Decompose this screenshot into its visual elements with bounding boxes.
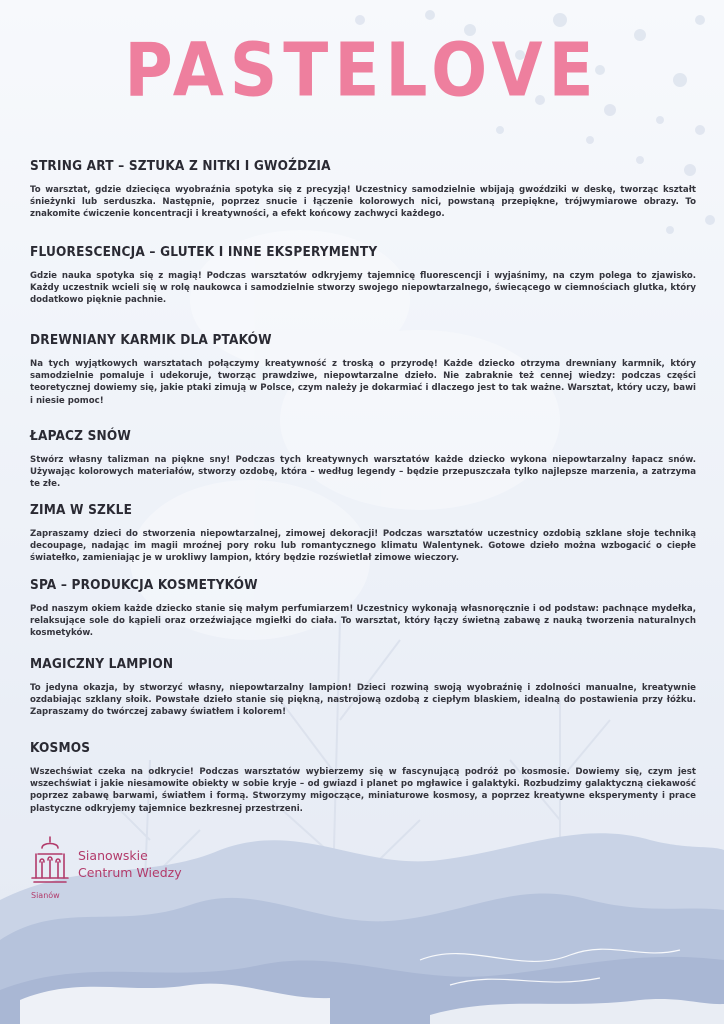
page-title: PASTELOVE (124, 27, 600, 114)
section-string-art (30, 158, 696, 221)
section-heading: KOSMOS (30, 740, 91, 756)
section-spa (30, 577, 696, 640)
section-text: To warsztat, gdzie dziecięca wyobraźnia spotyka się z precyzją! Uczestnicy samodzielnie wbijają gwoździki w deskę, tworząc kształt śnieżynki lub serduszka. Następnie, poprzez snucie i łączenie kolorowych nici, powstaną przepiękne, trójwymiarowe obrazy. To znakomite ćwiczenie koncentracji i kreatywności, a efekt końcowy zachwyci każdego. (30, 185, 696, 220)
section-karmik (30, 332, 696, 407)
section-zima-w-szkle (30, 502, 696, 565)
section-fluorescencja (30, 244, 696, 307)
section-lampion (30, 656, 696, 719)
section-heading: SPA – PRODUKCJA KOSMETYKÓW (30, 577, 258, 593)
section-heading: ZIMA W SZKLE (30, 502, 133, 518)
logo-line2: Centrum Wiedzy (78, 864, 182, 880)
section-text: Wszechświat czeka na odkrycie! Podczas warsztatów wybierzemy się w fascynującą podróż po kosmosie. Dowiemy się, czym jest wszechświat i jakie niesamowite obiekty w sobie kryje – od gwiazd i planet po mgławice i galaktyki. Rozbudzimy galaktyczną ciekawość poprzez zabawę barwami, światłem i formą. Stworzymy migoczące, miniaturowe kosmosy, a poprzez kreatywne eksperymenty i prace plastyczne odkryjemy tajemnice bezkresnej przestrzeni. (30, 767, 696, 814)
logo-sub: Sianów (31, 891, 60, 900)
section-heading: ŁAPACZ SNÓW (30, 428, 132, 444)
section-kosmos (30, 740, 696, 815)
section-heading: DREWNIANY KARMIK DLA PTAKÓW (30, 332, 272, 348)
section-lapacz-snow (30, 428, 696, 491)
section-text: Na tych wyjątkowych warsztatach połączymy kreatywność z troską o przyrodę! Każde dziecko otrzyma drewniany karmnik, który samodzielnie pomaluje i udekoruje, tworząc prawdziwe, niepowtarzalne dzieło. Nie zabraknie też cennej wiedzy: podczas części teoretycznej dowiemy się, jakie ptaki zimują w Polsce, czym należy je dokarmiać i dlaczego jest to tak ważne. Warsztat, który uczy, bawi i niesie pomoc! (30, 359, 696, 406)
section-text: Pod naszym okiem każde dziecko stanie się małym perfumiarzem! Uczestnicy wykonają własnoręcznie i od podstaw: pachnące mydełka, relaksujące sole do kąpieli oraz orzeźwiające mgiełki do ciała. To warsztat, który łączy świetną zabawę z nauką tworzenia naturalnych kosmetyków. (30, 604, 696, 639)
logo-name (78, 848, 182, 882)
logo-line1: Sianowskie (78, 848, 148, 863)
castle-emblem-icon (28, 834, 72, 890)
section-heading: FLUORESCENCJA – GLUTEK I INNE EKSPERYMENTY (30, 244, 378, 260)
section-heading: MAGICZNY LAMPION (30, 656, 174, 672)
section-text: Gdzie nauka spotyka się z magią! Podczas warsztatów odkryjemy tajemnicę fluorescencji i wyjaśnimy, na czym polega to zjawisko. Każdy uczestnik wcieli się w rolę naukowca i samodzielnie stworzy swojego niepowtarzalnego, świecącego w ciemnościach glutka, który dodatkowo pięknie pachnie. (30, 271, 696, 306)
section-heading: STRING ART – SZTUKA Z NITKI I GWOŹDZIA (30, 158, 331, 174)
section-text: To jedyna okazja, by stworzyć własny, niepowtarzalny lampion! Dzieci rozwiną swoją wyobraźnię i zdolności manualne, kreatywnie ozdabiając szklany słoik. Powstałe dzieło stanie się piękną, nastrojową ozdobą z ciepłym blaskiem, idealną do postawienia przy łóżku. Zapraszamy do twórczej zabawy światłem i kolorem! (30, 683, 696, 718)
section-text: Zapraszamy dzieci do stworzenia niepowtarzalnej, zimowej dekoracji! Podczas warsztatów uczestnicy ozdobią szklane słoje techniką decoupage, nadając im magii mroźnej pory roku lub romantycznego klimatu Walentynek. Gotowe dzieło można wzbogacić o ciepłe światełko, zamieniając je w urokliwy lampion, który będzie rozświetlał zimowe wieczory. (30, 529, 696, 564)
organization-logo (28, 834, 198, 906)
section-text: Stwórz własny talizman na piękne sny! Podczas tych kreatywnych warsztatów każde dziecko wykona niepowtarzalny łapacz snów. Używając kolorowych materiałów, stworzy ozdobę, która – według legendy – będzie przepuszczała tylko najlepsze marzenia, a zatrzyma te złe. (30, 455, 696, 490)
